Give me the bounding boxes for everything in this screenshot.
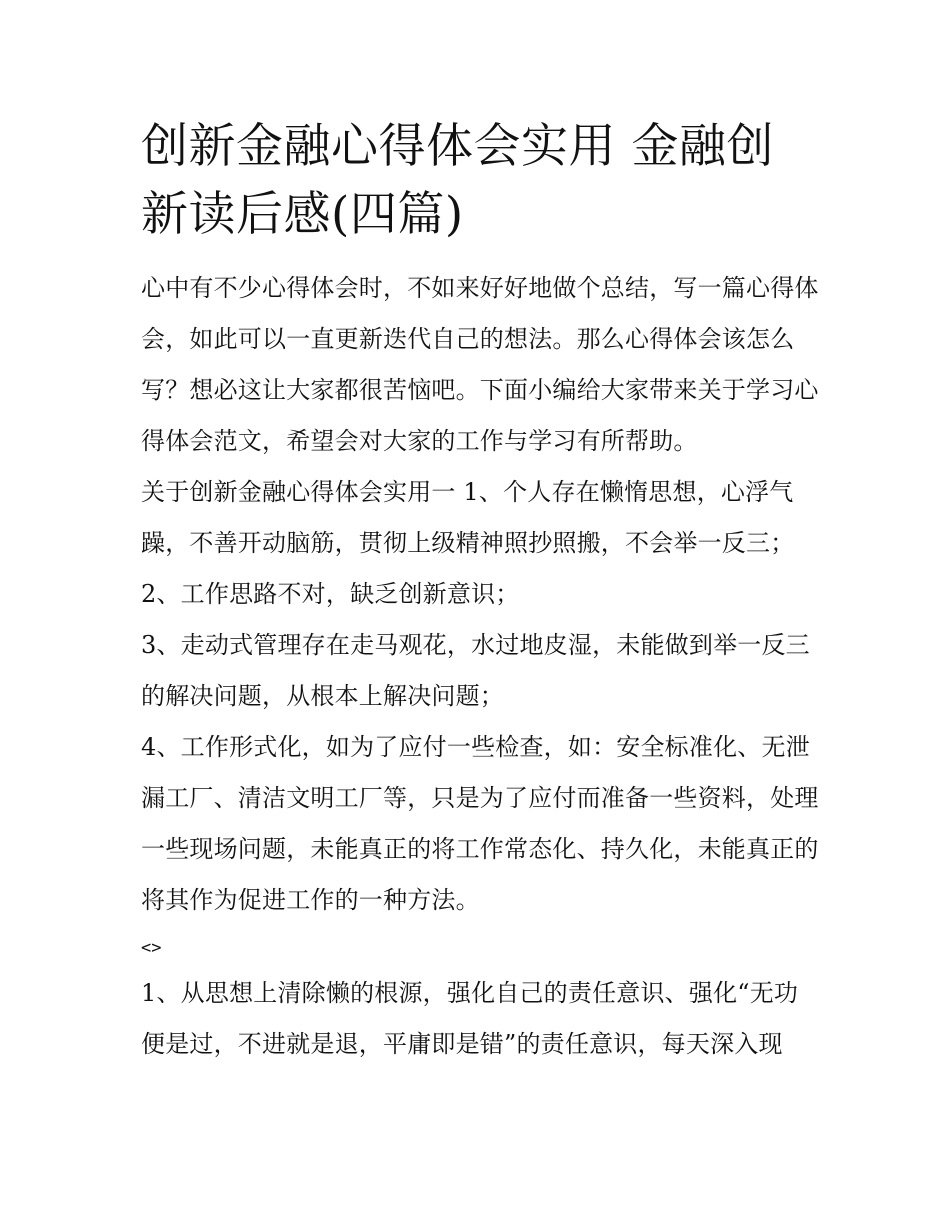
page-title: 创新金融心得体会实用 金融创新读后感(四篇) [141, 119, 774, 242]
paragraph-item-2: 2、工作思路不对，缺乏创新意识； [141, 580, 520, 608]
paragraph-intro: 心中有不少心得体会时，不如来好好地做个总结，写一篇心得体会，如此可以一直更新迭代自己的想法。那么心得体会该怎么写？想必这让大家都很苦恼吧。下面小编给大家带来关于学习心得体会范文，希望会对大家的工作与学习有所帮助。 [141, 274, 819, 455]
paragraph-item-1: 关于创新金融心得体会实用一 1、个人存在懒惰思想，心浮气躁，不善开动脑筋，贯彻上级精神照抄照搬，不会举一反三； [141, 478, 795, 557]
paragraph-measure-1: 1、从思想上清除懒的根源，强化自己的责任意识、强化“无功便是过，不进就是退，平庸即是错”的责任意识，每天深入现 [141, 979, 799, 1058]
section-marker: <> [141, 938, 162, 958]
document-body [141, 113, 821, 1070]
paragraph-item-4: 4、工作形式化，如为了应付一些检查，如：安全标准化、无泄漏工厂、清洁文明工厂等，只是为了应付而准备一些资料，处理一些现场问题，未能真正的将工作常态化、持久化，未能真正的将其作为促进工作的一种方法。 [141, 733, 819, 914]
paragraph-item-3: 3、走动式管理存在走马观花，水过地皮湿，未能做到举一反三的解决问题，从根本上解决问题； [141, 631, 810, 710]
